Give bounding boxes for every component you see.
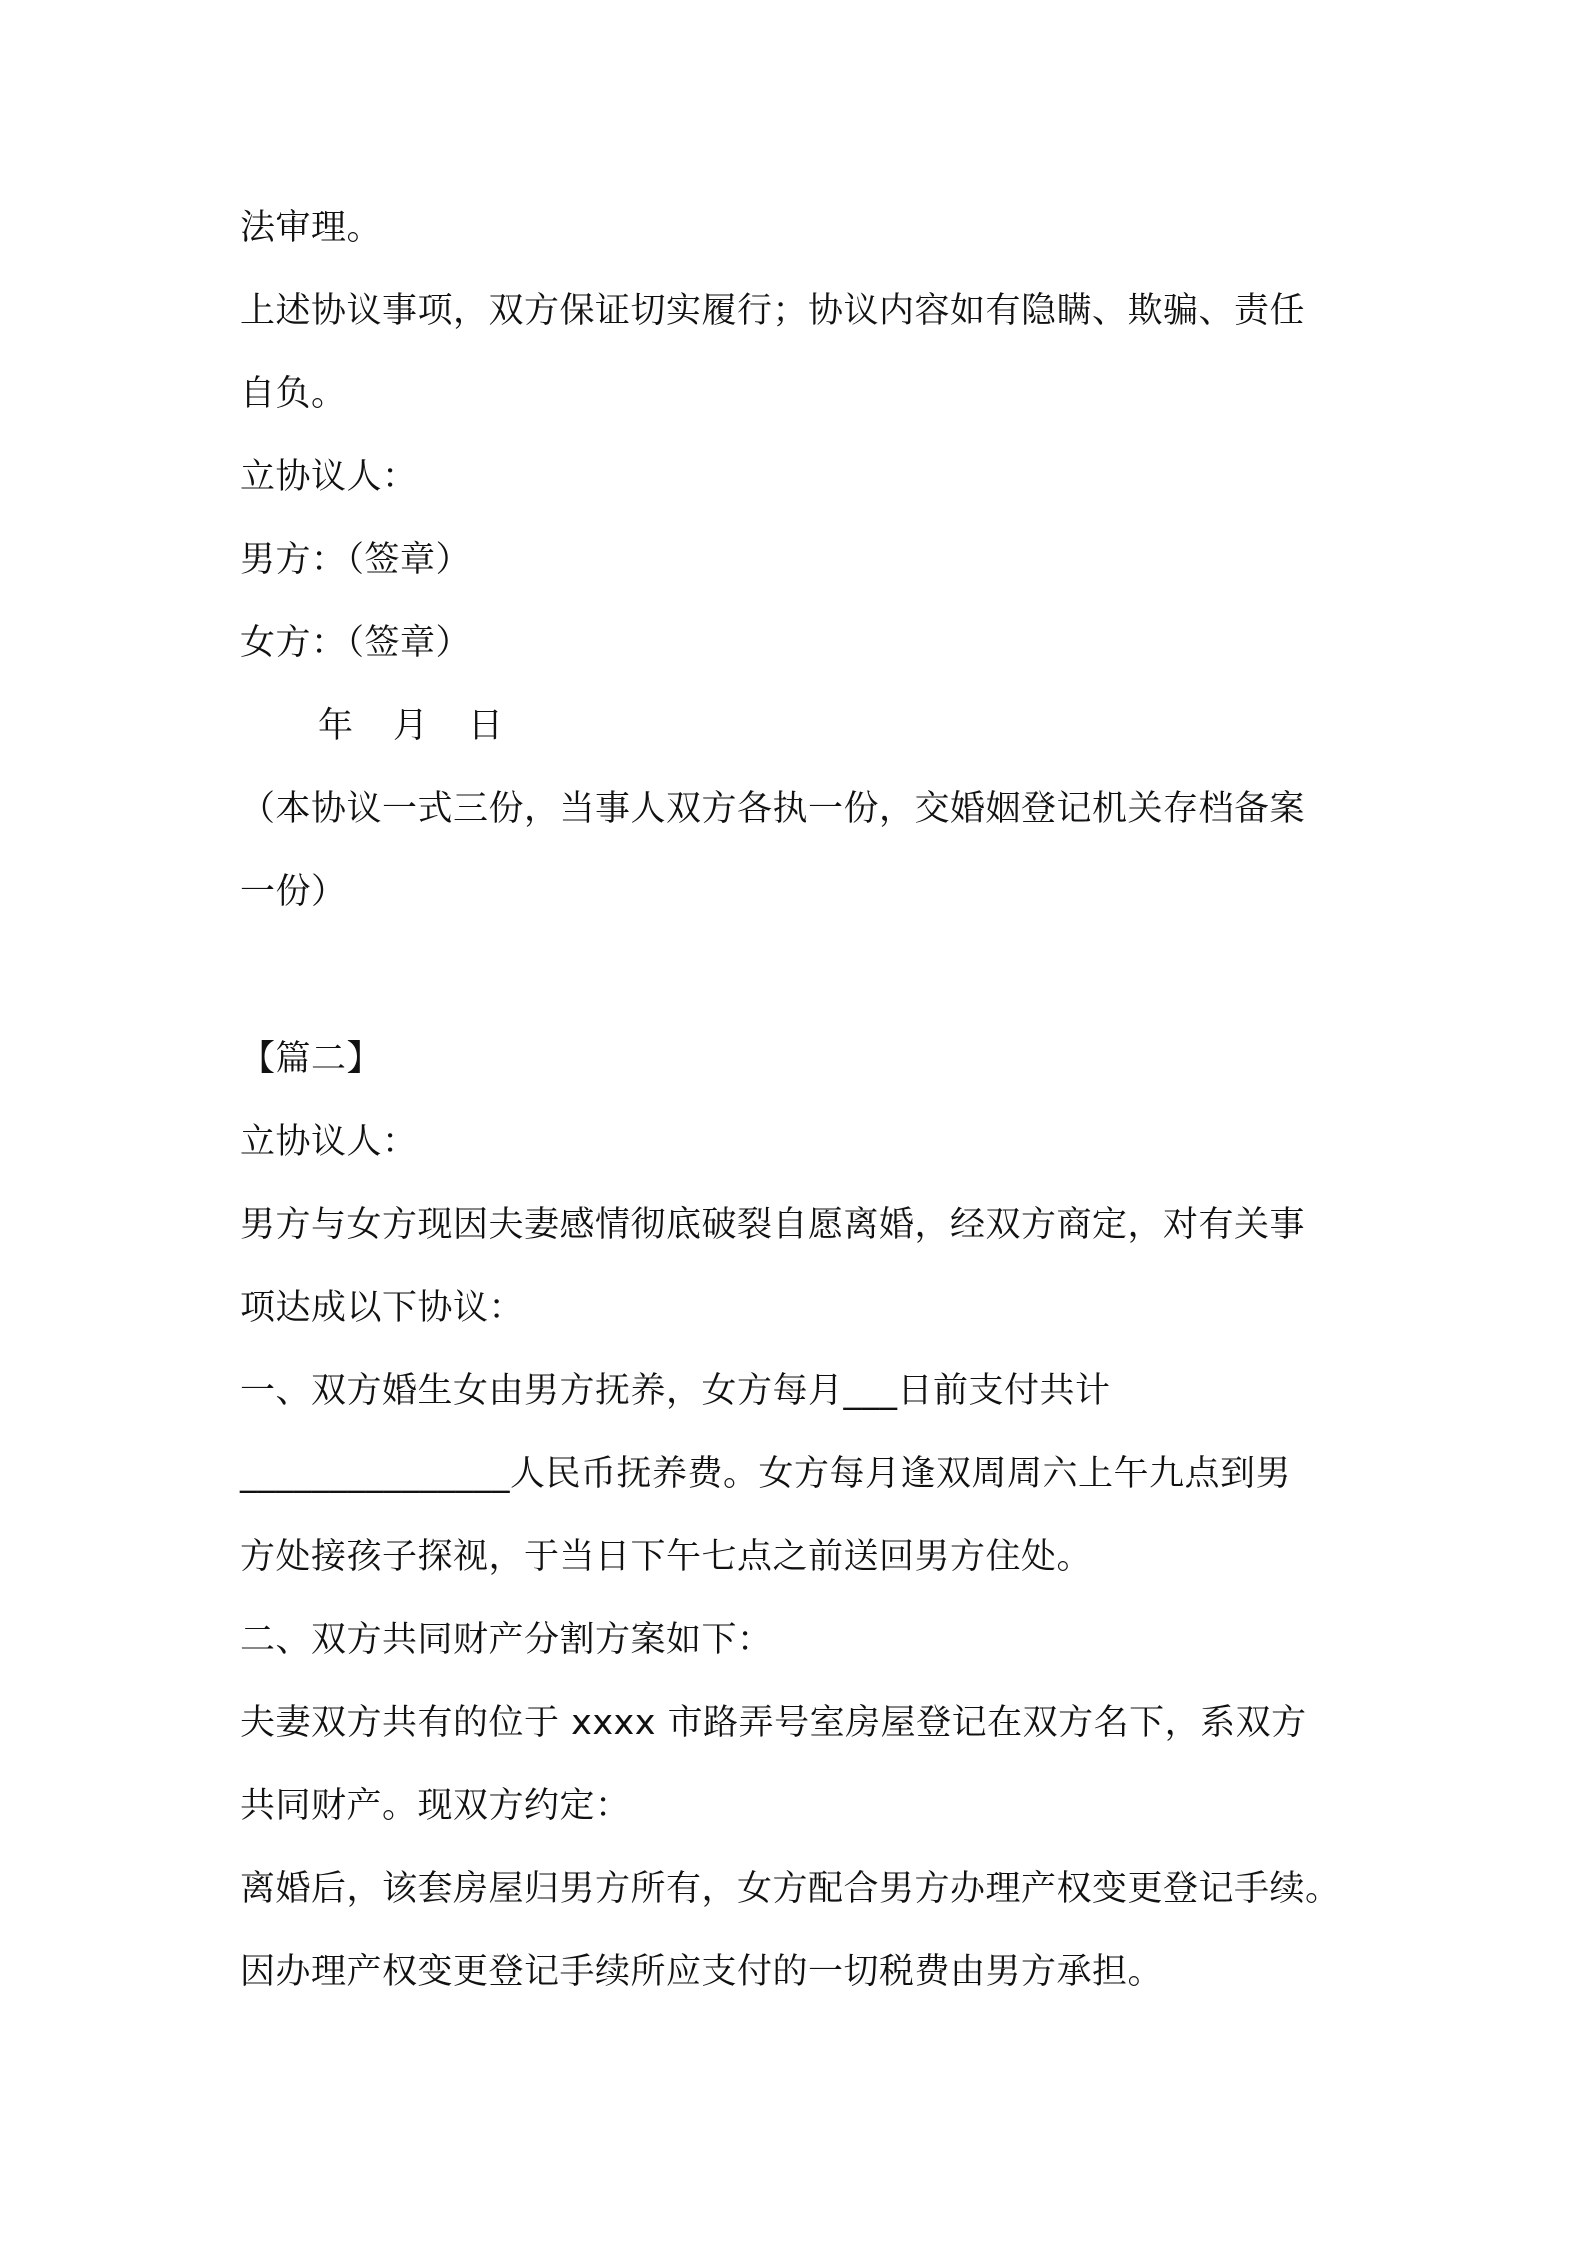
paragraph-line: _______________人民币抚养费。女方每月逢双周周六上午九点到男 <box>240 1454 1292 1494</box>
section-heading: 【篇二】 <box>240 1039 383 1079</box>
paragraph-line: 男方与女方现因夫妻感情彻底破裂自愿离婚，经双方商定，对有关事 <box>240 1205 1306 1245</box>
date-line <box>318 702 1448 750</box>
year-label: 年 <box>318 706 354 746</box>
paragraph-line: 方处接孩子探视，于当日下午七点之前送回男方住处。 <box>240 1537 1093 1577</box>
signatory-label: 立协议人： <box>240 457 418 497</box>
paragraph-line: 一份） <box>240 872 347 912</box>
paragraph-line: 因办理产权变更登记手续所应支付的一切税费由男方承担。 <box>240 1952 1164 1992</box>
female-signature-line: 女方：（签章） <box>240 623 472 663</box>
signatory-label: 立协议人： <box>240 1122 418 1162</box>
male-signature-line: 男方：（签章） <box>240 540 472 580</box>
paragraph-line: 夫妻双方共有的位于 xxxx 市路弄号室房屋登记在双方名下，系双方 <box>240 1703 1307 1743</box>
paragraph-line: 法审理。 <box>240 208 383 248</box>
day-label: 日 <box>468 706 504 746</box>
paragraph-line: （本协议一式三份，当事人双方各执一份，交婚姻登记机关存档备案 <box>240 789 1306 829</box>
paragraph-line: 项达成以下协议： <box>240 1288 525 1328</box>
paragraph-line: 二、双方共同财产分割方案如下： <box>240 1620 773 1660</box>
paragraph-line: 一、双方婚生女由男方抚养，女方每月___日前支付共计 <box>240 1371 1111 1411</box>
paragraph-line: 共同财产。现双方约定： <box>240 1786 631 1826</box>
paragraph-line: 离婚后，该套房屋归男方所有，女方配合男方办理产权变更登记手续。 <box>240 1869 1341 1909</box>
paragraph-line: 自负。 <box>240 374 347 414</box>
month-label: 月 <box>393 706 429 746</box>
paragraph-line: 上述协议事项，双方保证切实履行；协议内容如有隐瞒、欺骗、责任 <box>240 291 1306 331</box>
